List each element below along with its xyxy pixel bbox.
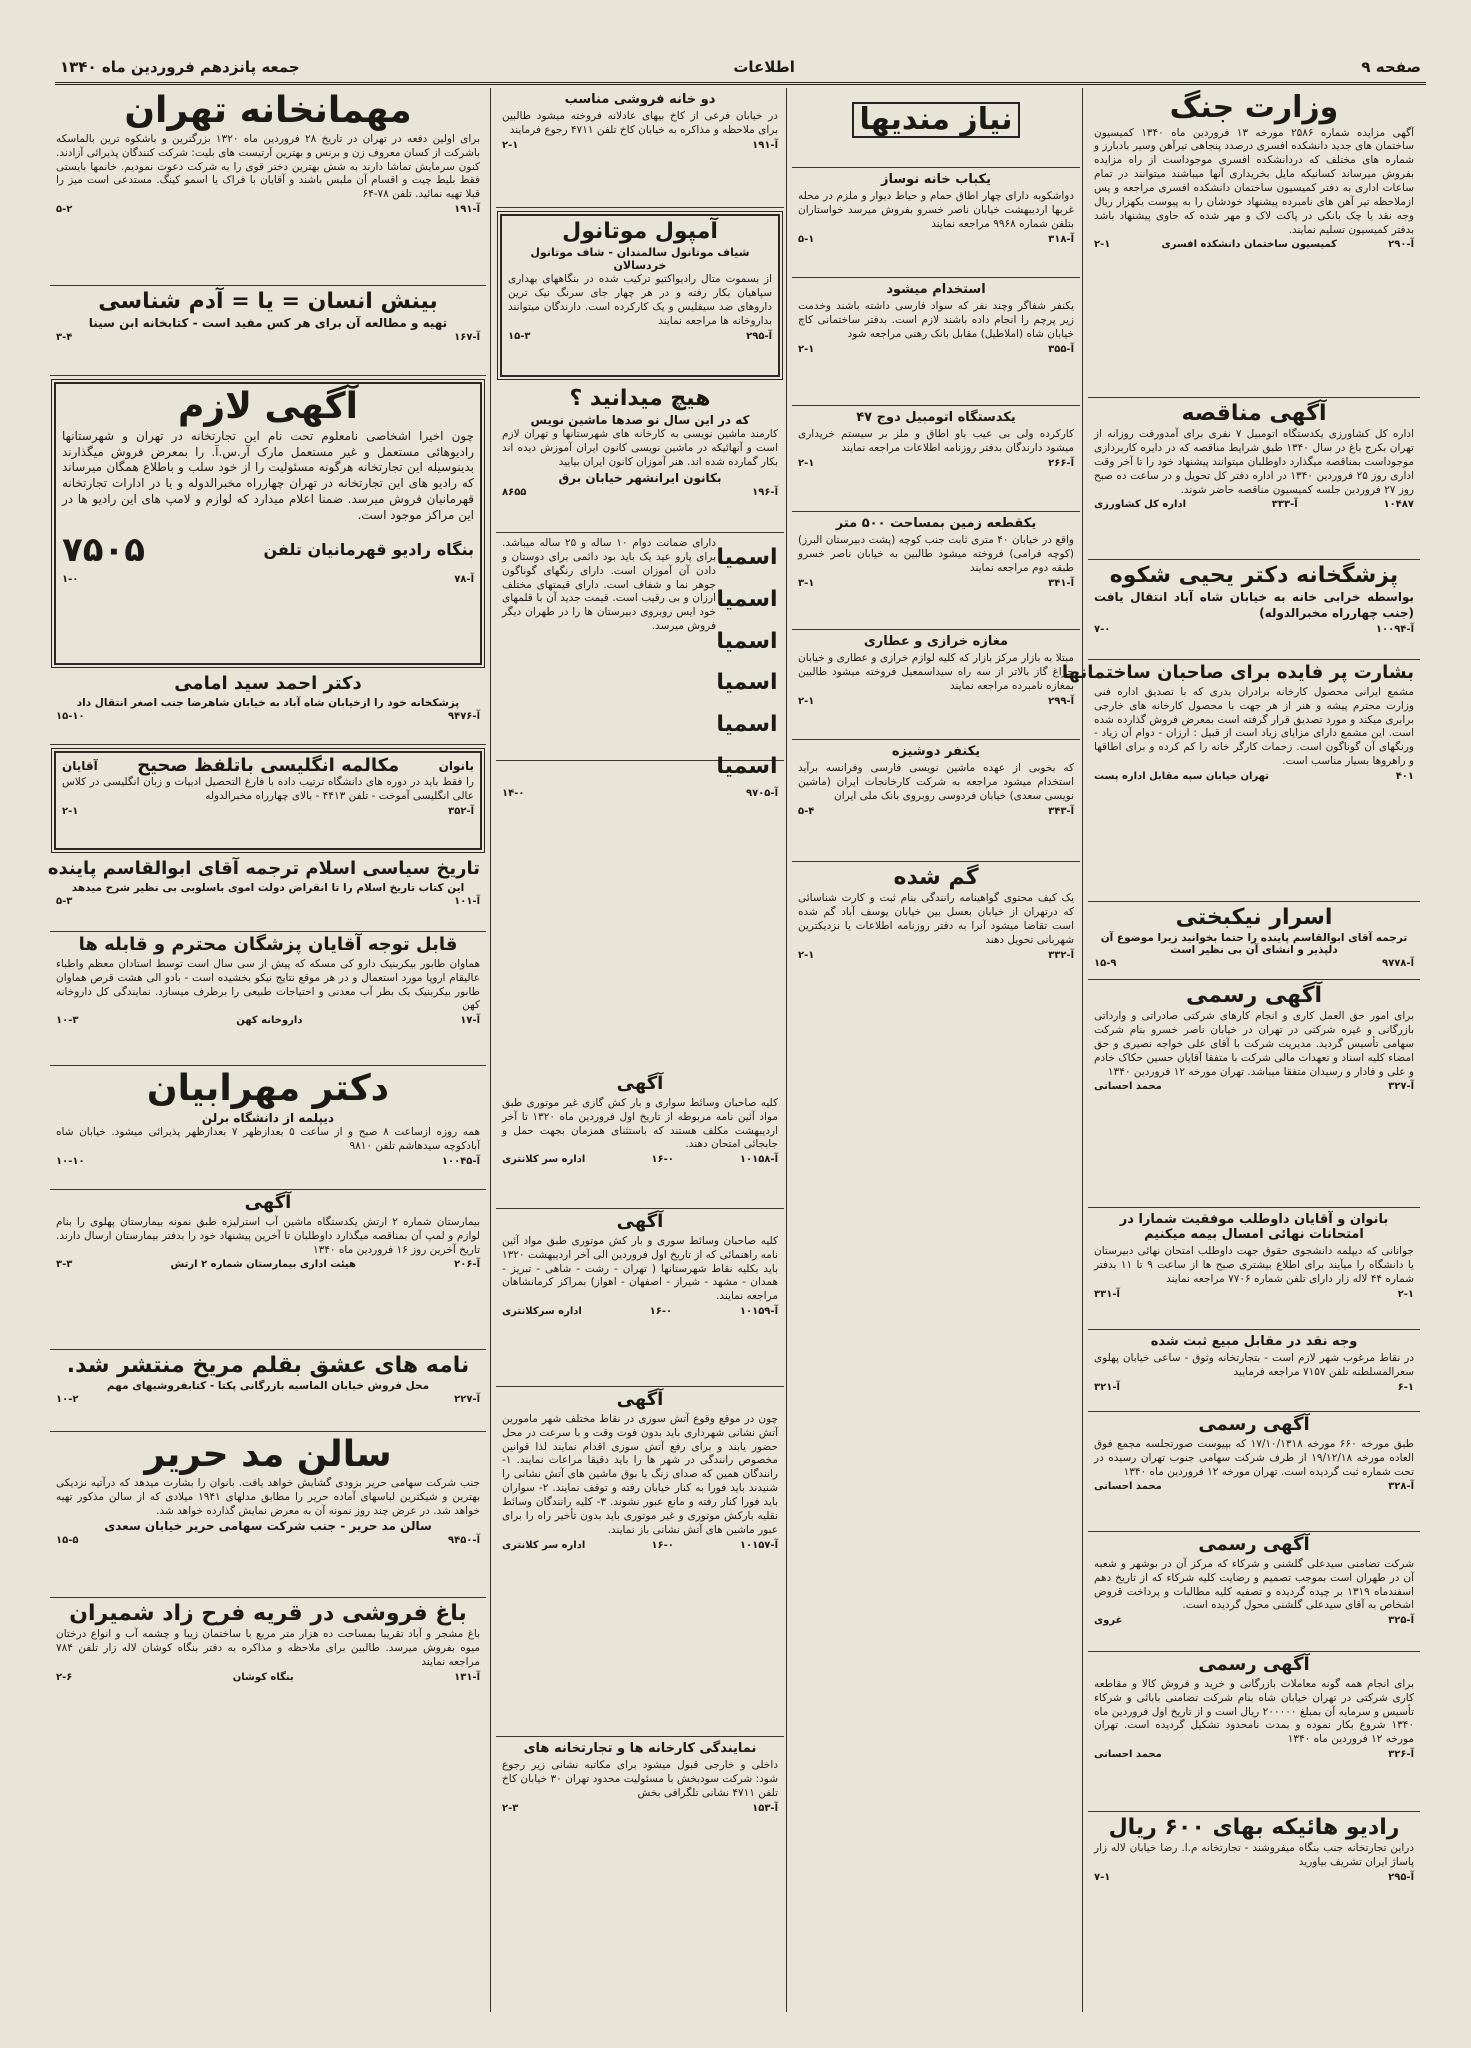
ad-label-right: بانوان bbox=[438, 759, 474, 774]
ad-text: واقع در خیابان ۴۰ متری ثابت جنب کوچه (پشت دبیرستان البرز) (کوچه فرامی) فروخته میشود طالبین به خیابان ناصر خسرو طبقه دوم مراجعه نمایند bbox=[798, 534, 1074, 574]
ad-title: نامه های عشق بقلم مریخ منتشر شد. bbox=[66, 1353, 470, 1378]
ad-code: آ-۱۹۶ ۸۶۵۵ bbox=[502, 486, 778, 498]
ad-code: آ-۳۵۵ ۲-۱ bbox=[798, 343, 1074, 355]
ad-code: آ-۱۰۱۵۷ ۱۶-۰ اداره سر کلانتری bbox=[502, 1539, 778, 1551]
ad-radio-notice bbox=[54, 382, 482, 665]
ad-new-house bbox=[792, 168, 1080, 278]
ad-title: هیچ میدانید ؟ bbox=[569, 386, 711, 411]
ad-exam-insurance bbox=[1088, 1208, 1420, 1330]
ad-code: آ-۱۰۰۹۴ ۷-۰ bbox=[1094, 623, 1414, 635]
ad-love-letters bbox=[50, 1350, 486, 1432]
column-4 bbox=[47, 88, 486, 2012]
ad-text: برای اولین دفعه در تهران در تاریخ ۲۸ فروردین ماه ۱۳۲۰ بزرگترین و باشکوه ترین بالماسکه باشرکت از کسان معروف زن و برنس و بهترین آرتیست های بلیت: شرکت کنندگان پذیرائی آزادند. کنون سرمایش تماشا دارند به شش بهترین دختر قوی را به شرکت دعوت نمودیم. خانمها بایستی فقط بلیط چیت و اقسام آن ملبس باشند و آقایان با فراک یا اسمو کینگ. مستدعی است میز را قبلا تهیه نمائید. تلفن ۷۸-۶۴ bbox=[56, 132, 480, 201]
ad-title: مغازه خرازی و عطاری bbox=[863, 634, 1009, 649]
ad-official-4 bbox=[1088, 1652, 1420, 1812]
column-rule bbox=[490, 88, 491, 2012]
ad-title: آگهی رسمی bbox=[1198, 1414, 1310, 1435]
ad-title: مهمانخانه تهران bbox=[124, 90, 412, 131]
ad-code: ۴۰۱ تهران خیابان سپه مقابل اداره پست bbox=[1094, 771, 1414, 783]
ad-title: گم شده bbox=[893, 865, 979, 890]
ad-text: دارای ضمانت دوام ۱۰ ساله و ۲۵ ساله میباشد. برای پارو عید یک باید بود دائمی برای دوستان و دادن آن آموزان است. دارای رنگهای گوناگون جوهر نما و شفاف است. دارای قیمتهای مختلف ارزان و بی رقیب است. قیمت جدید آن با قلمهای خود ایس روبروی دبیرستان ها را در طهران دیگر فروش میرسد. bbox=[502, 537, 716, 633]
ad-title: دکتر مهرابیان bbox=[146, 1068, 390, 1109]
ad-title: بانوان و آقایان داوطلب موفقیت شمارا در امتحانات نهائی امسال بیمه میکنیم bbox=[1119, 1212, 1389, 1242]
ad-title: رادیو هائیکه بهای ۶۰۰ ریال bbox=[1108, 1815, 1400, 1840]
ad-title: آگهی bbox=[244, 1192, 292, 1213]
ad-text: در نقاط مرغوب شهر لازم است - بتجارتخانه وثوق - ساعی خیابان پهلوی سعرالمسلطنه تلفن ۷۱۵۷ مراجعه فرمایید bbox=[1094, 1352, 1414, 1378]
ad-text: باغ مشجر و آباد تقریبا بمساحت ده هزار متر مربع با ساختمان زیبا و چشمه آب و انواع درختان میوه بفروش میرسد. طالبین برای ملاحظه و مذاکره به دفتر بنگاه کوشان لاله زار تلفن ۷۸۴ مراجعه نمایند bbox=[56, 1628, 480, 1668]
ad-title: استخدام میشود bbox=[886, 282, 986, 297]
ad-code: آ-۳۴۱ ۳-۱ bbox=[798, 577, 1074, 589]
column-rule bbox=[786, 88, 787, 2012]
ad-subtitle: شیاف موتانول سالمندان - شاف موتانول خردسالان bbox=[530, 246, 750, 273]
ad-code: آ-۳۳۲ ۲-۱ bbox=[798, 949, 1074, 961]
ad-header-row bbox=[62, 757, 474, 776]
ad-text: جنب شرکت سهامی حریر بزودی گشایش خواهد یافت. بانوان را بشارت میدهد که درآتیه نزدیکی بهترین و شیکترین لباسهای آماده حریر را مطابق مدلهای ۱۹۴۱ میلادی که از سالن مذکور تهیه خواهد شد. در عرض چند روز نمونه آن به معرض نمایش گذارده خواهد شد. bbox=[56, 1476, 480, 1517]
ad-label-left: آقایان bbox=[62, 759, 98, 774]
ad-title: باغ فروشی در قریه فرح زاد شمیران bbox=[69, 1601, 467, 1626]
ad-text: چون اخیرا اشخاصی نامعلوم تحت نام این تجارتخانه در تهران و شهرستانها رادیوهائی مستعمل و غیر مستعمل مارک آر.س.آ. را بمعرض فروش میگذارند بدینوسیله این تجارتخانه هرگونه مسئولیت را از خود سلب و باطلاع همگان میرساند که رادیو های این تجارتخانه در تهران چهارراه مخبرالدوله و یا در ادارات تجارتخانه قهرمانیان فروش میرسد. ضمنا اعلام میدارد که لوازم و لامپ های این رادیو ها در این مراکز موجود است. bbox=[62, 428, 474, 522]
ad-vehicles-2 bbox=[496, 1209, 784, 1387]
ad-tender bbox=[1088, 398, 1420, 560]
ad-title: یکدستگاه اتومبیل دوج ۴۷ bbox=[856, 410, 1016, 425]
ad-english bbox=[54, 751, 482, 850]
ad-official-2 bbox=[1088, 1412, 1420, 1532]
ad-title: آگهی bbox=[616, 1073, 664, 1094]
ad-dr-mehrabian bbox=[50, 1066, 486, 1190]
ad-code: آ-۲۹۹ ۲-۱ bbox=[798, 695, 1074, 707]
ad-title: یکنفر دوشیزه bbox=[891, 744, 981, 759]
ad-code: آ-۳۲۶ محمد احسانی bbox=[1094, 1749, 1414, 1761]
ad-title: مکالمه انگلیسی باتلفظ صحیح bbox=[137, 755, 400, 776]
ad-code: آ-۳۲۸ محمد احسانی bbox=[1094, 1481, 1414, 1493]
ad-title: قابل توجه آقایان پزشگان محترم و قابله ها bbox=[78, 934, 458, 955]
ad-title: یکباب خانه نوساز bbox=[881, 172, 991, 187]
ad-hotel-tehran bbox=[50, 88, 486, 286]
ad-text: مبتلا به بازار مرکز بازار که کلیه لوازم خرازی و عطاری و خیابان چراغ گاز بالاتر از سه راه سیداسمعیل فروخته میشود طالبین بمغازه نامبرده مراجعه نمایند bbox=[798, 652, 1074, 692]
ad-code: آ-۱۶۷ ۳-۴ bbox=[56, 332, 480, 344]
ad-text: کلیه صاحبان وسائط سواری و بار کش گازی غیر موتوری طبق مواد آئین نامه مربوطه از تاریخ اول فروردین ماه ۱۳۲۰ تا آخر اردیبهشت مکلف هستند که باستثنای همزمان بجهت حمل و جابجائی امتحان دهند. bbox=[502, 1096, 778, 1151]
ad-footer bbox=[62, 528, 474, 572]
ad-vehicles-1 bbox=[496, 1071, 784, 1209]
ad-car-dodge bbox=[792, 406, 1080, 512]
ad-text: بواسطه خرابی خانه به خیابان شاه آباد انتقال یافت (جنب چهارراه مخبرالدوله) bbox=[1094, 590, 1414, 620]
ad-subtitle: تهیه و مطالعه آن برای هر کس مفید است - کتابخانه ابن سینا bbox=[88, 316, 448, 331]
ad-subtitle: پزشکخانه خود را ازخیابان شاه آباد به خیابان شاهرضا جنب اصغر انتقال داد bbox=[76, 696, 460, 709]
ad-subtitle: دیپلمه از دانشگاه برلن bbox=[201, 1110, 335, 1125]
ad-phone: ۷۵۰۵ bbox=[62, 529, 146, 570]
ad-hiring bbox=[792, 278, 1080, 406]
ad-title: یکقطعه زمین بمساحت ۵۰۰ متر bbox=[835, 516, 1037, 531]
ad-title: آگهی رسمی bbox=[1198, 1534, 1310, 1555]
ad-text: بیمارستان شماره ۲ ارتش یکدستگاه ماشین آب استرلیزه طبق نمونه بیمارستان پهلوی را بنام لوازم و لمپ آن بمناقصه میگذارد داوطلبان تا آخرین پیشنهاد خود را بدفتر بیمارستان ارسال دارند. تاریخ آخرین روز ۱۶ فروردین ماه ۱۳۴۰ bbox=[56, 1215, 481, 1256]
ad-text: در خیابان فرعی از کاخ بیهای عادلانه فروخته میشود طالبین برای ملاحظه و مذاکره به خیابان کاخ تلفن ۴۷۱۱ رجوع فرمایند bbox=[502, 110, 778, 136]
ad-text: اداره کل کشاورزی یکدستگاه اتومبیل ۷ نفری برای آمدورفت روزانه از تهران بکرج باغ در سال ۱۳۴۰ طبق شرایط مناقصه که در دایره کاربردازی موجوداست بمناقصه میگذارد داوطلبان میتوانند پیشنهاد خود را تا آخر وقت اداری روز ۲۵ فروردین ۱۳۴۰ در اداره دفتر کل تحویل و در ساعت ده صبح روز ۲۷ فروردین جلسه کمیسیون مناقصه حاضر شوند. bbox=[1094, 428, 1414, 496]
ad-text: شرکت تضامنی سیدعلی گلشنی و شرکاء که مرکز آن در بوشهر و شعبه آن در طهران است بموجب تصمیم و رضایت کلیه شرکاء که از تاریخ دهم اسفندماه ۱۳۱۹ بر چیده گردیده و تصفیه کلیه مطالبات و پرداخت قروض اشخاص به آقای سیدعلی گلشنی محول گردیده است. bbox=[1094, 1557, 1415, 1612]
ad-code: آ-۲۰۶ هیئت اداری بیمارستان شماره ۲ ارتش ۳-۳ bbox=[56, 1259, 480, 1271]
ad-text: چون در موقع وقوع آتش سوزی در نقاط مختلف شهر مامورین آتش نشانی شهرداری باید بدون فوت وقت و با سرعت در محل حضور یابند و برای رفع آتش سوزی اقدام نمایند لذا قوانین مخصوص رانندگی در شهر ها را باید دقیقا مراعات نمایند. ۱- رانندگان همین که صدای زنگ یا بوق ماشین های آتش نشانی را شنیدند باید فورا به کنار خیابان رفته و توقف نمایند. ۲- سواران باید فورا کنار رفته و مانع عبور نشوند. ۳- کلیه رانندگان وسائط نقلیه بارکش موتوری و غیر موتوری باید بدون تأخیر راه را برای عبور ماشین های آتش نشانی باز نمایند. bbox=[502, 1412, 778, 1536]
ad-code: آ-۲۹۵ ۱۵-۳ bbox=[508, 330, 772, 342]
ad-text: کلیه صاحبان وسائط سوری و بار کش موتوری طبق مواد آئین نامه راهنمائی که از تاریخ اول فروردین الی آخر اردیبهشت ۱۳۲۰ باید بکلیه نقاط شهرستانها ( تهران - رشت - شاهی - تبریز - همدان - مشهد - شیراز - اصفهان - اهواز) بمراکز کرمانشاهان مراجعه نمایند. bbox=[502, 1234, 778, 1303]
ad-salon-harir bbox=[50, 1432, 486, 1598]
ad-title: وزارت جنگ bbox=[1169, 90, 1339, 125]
ad-code: آ-۱۹۱ ۵-۲ bbox=[56, 204, 480, 216]
ad-sign: بنگاه رادیو قهرمانیان تلفن bbox=[263, 540, 474, 560]
ad-human-insight bbox=[50, 286, 486, 376]
ad-text: جوانانی که دیپلمه دانشجوی حقوق جهت داوطلب امتحان نهائی دبیرستان یا دانشگاه را میآیند برای اطلاع بیشتری صبح ها از ساعت ۹ تا ۱۱ بدفتر شماره ۴۴ لاله زار دارای تلفن شماره ۷۷۰۶ مراجعه نمایند bbox=[1094, 1245, 1414, 1285]
ad-text: آگهی مزایده شماره ۲۵۸۶ مورخه ۱۳ فروردین ماه ۱۳۴۰ کمیسیون ساختمان های جدید دانشکده افسری درصدد پنجاهی تیرآهن وسیر بادبارز و شماره های مختلف که دردانشکده افسری موجوداست از راه مزایده بفروش میرساند کسانیکه مایل بخریداری آنها میباشند میتوانند در تمام ساعات اداری به دفتر کمیسیون ساختمان دانشکده افسری مراجعه و پس ازملاحظه تیر آهن های نامبرده پیشنهاد خودشان را به پیوست یکهزار ریال وجه نقد یا چک بانکی در پاکت لاک و مهر شده که حاوی پیشنهاد باشد بدفتر کمیسیون تسلیم نمایند. bbox=[1094, 126, 1414, 236]
ad-brand-stack: اسمیا اسمیا اسمیا اسمیا اسمیا اسمیا bbox=[716, 545, 778, 779]
ad-code: ۲-۱ آ-۳۳۱ bbox=[1094, 1288, 1414, 1300]
ad-text: یکنفر شفاگر وچند نفر که سواد فارسی داشته باشند وخدمت زیر پرچم را انجام داده باشند لازم است. بدفتر ساختمانی کاچ خیابان شاه (املاطیل) مقابل بانک رهنی مراجعه شود bbox=[798, 300, 1074, 340]
page-header bbox=[60, 58, 1421, 80]
ad-code: آ-۳۵۲ ۲-۱ bbox=[62, 805, 474, 817]
ad-title: دکتر احمد سید امامی bbox=[174, 673, 362, 694]
ad-code: آ-۳۲۷ محمد احسانی bbox=[1094, 1081, 1414, 1093]
ad-asmia bbox=[496, 533, 784, 799]
ad-text: مشمع ایرانی محصول کارخانه برادران بدری که با تصدیق اداره فنی وزارت محترم پیشه و هنر از هر جهت با محصول کارخانه های خارجی برابری میکند و مورد تصدیق قرار گرفته است بمعرض فروش گذارده شده است. این مشمع دارای مزایای زیاد است از قبیل : ارزان - دوام آن زیاد - ورنگهای آن گوناگون است. زحمات کارگر خانه را کم کرده و برای اطاقها و راهروها بسیار مناسب است. bbox=[1094, 685, 1414, 768]
ad-code: آ-۱۰۱۵۸ ۱۶-۰ اداره سر کلانتری bbox=[502, 1154, 778, 1166]
ad-title: آگهی bbox=[616, 1211, 664, 1232]
ad-fire bbox=[496, 1387, 784, 1737]
page-number: صفحه ۹ bbox=[1361, 58, 1421, 76]
ad-title: بشارت پر فایده برای صاحبان ساختمانها bbox=[1061, 662, 1414, 683]
ad-book-happiness bbox=[1088, 902, 1420, 980]
ad-two-houses bbox=[496, 88, 784, 208]
ad-code: آ-۹۴۵۰ ۱۵-۵ bbox=[56, 1535, 480, 1547]
ad-text: که بخوبی از عهده ماشین نویسی فارسی وفرانسه برآید استخدام میشود مراجعه به شرکت کارخانجات ایران (ماشین نویسی سعدی) خیابان فردوسی روبروی بانک ملی ایران bbox=[798, 762, 1074, 802]
ad-title: تاریخ سیاسی اسلام ترجمه آقای ابوالقاسم پاینده bbox=[47, 858, 480, 879]
column-rule bbox=[1082, 88, 1083, 2012]
ad-mutanol bbox=[500, 214, 780, 377]
ad-code: آ-۳۲۵ غروی bbox=[1094, 1615, 1414, 1627]
ad-text: را فقط باید در دوره های دانشگاه ترتیب داده با فارغ التحصیل ادبیات و زبان انگلیسی در کلاس عالی انگلیسی آموخت - تلفن ۴۴۱۳ - بالای چهارراه مخبرالدوله bbox=[62, 775, 474, 802]
classifieds-banner bbox=[792, 88, 1080, 168]
ad-subtitle: این کتاب تاریخ اسلام را تا انقراض دولت اموی باسلوبی بی نظیر شرح میدهد bbox=[71, 881, 465, 894]
ad-title: آگهی لازم bbox=[178, 386, 358, 427]
ad-code: آ-۹۴۷۶ ۱۵-۱۰ bbox=[56, 710, 480, 722]
ad-text: برای امور حق العمل کاری و انجام کارهای شرکتی صادراتی و وارداتی بازرگانی و غیره شرکتی در تهران در خیابان ناصر خسرو بنام شرکت سهامی تأسیس گردید. مدیریت شرکت با آقای علی خواجه نصیری و حق امضاء کلیه اسناد و تعهدات مالی شرکت با متفقا آقایان حسین حکاک خادم و علی و فادار و رسیدان متفقا میباشد. تهران مورخه ۱۲ فروردین ۱۳۴۰ bbox=[1094, 1010, 1414, 1078]
column-1 bbox=[1061, 88, 1420, 2012]
ad-title: وجه نقد در مقابل مبیع ثبت شده bbox=[1150, 1334, 1358, 1349]
ad-text: دواشکوبه دارای چهار اطاق حمام و حیاط دیوار و ملزم در محله غربها اردیبهشت خیابان ناصر خسرو بفروش میرسد خواستاران بتلفن شماره ۹۹۶۸ مراجعه نمایند bbox=[798, 190, 1074, 230]
ad-code: آ-۲۹۵ ۷-۱ bbox=[1094, 1871, 1414, 1883]
ad-clinic bbox=[1088, 560, 1420, 660]
ad-code: آ-۳۴۳ ۵-۴ bbox=[798, 805, 1074, 817]
ad-subtitle: که در این سال نو صدها ماشین نویس bbox=[530, 413, 750, 428]
ad-title: آگهی رسمی bbox=[1185, 983, 1323, 1008]
ad-text: از بسموت متال رادیواکتیو ترکیب شده در بنگاههای بهداری سپاهیان بکار رفته و در هر چهار جای سرنگ نیک ترین داروهای ضد سیفلیس و یک کارکرده است. دارندگان میتوانند بداروخانه ها مراجعه نمایند bbox=[508, 273, 772, 327]
ad-title: پزشگخانه دکتر یحیی شکوه bbox=[1109, 563, 1399, 588]
ad-code: آ-۲۶۶ ۲-۱ bbox=[798, 457, 1074, 469]
page-date: جمعه پانزدهم فروردین ماه ۱۳۴۰ bbox=[60, 58, 300, 76]
ad-building-owners bbox=[1061, 660, 1420, 902]
ad-code: آ-۹۷۰۵ ۱۴-۰ bbox=[502, 787, 778, 799]
ad-subtitle: محل فروش خیابان الماسیه بازرگانی پکتا - کتابفروشیهای مهم bbox=[106, 1380, 430, 1393]
ad-code: آ-۱۰۱ ۵-۳ bbox=[56, 895, 480, 907]
ad-code: آ-۱۳۱ بنگاه کوشان ۲-۶ bbox=[56, 1671, 480, 1683]
ad-code: آ-۲۲۷ ۱۰-۲ bbox=[56, 1394, 480, 1406]
ad-text: هماوان طابور بیکربنیک دارو کی مسکه که پیش از سی سال است توسط استادان معظم واطباء عالیقام اروپا مورد استعمال و در هر موقع نتایج نیکو بخشیده است - بادو الی هشت قرص هماوان طابور بیکربنیک یک بطر آب معدنی و احتیاجات طبیعی را برطرف میسازد. نمایندگی کل داروخانه کهن bbox=[56, 957, 480, 1012]
ad-dr-emami bbox=[50, 671, 486, 745]
ad-code: آ-۱۰۰۴۵ ۱۰-۱۰ bbox=[56, 1155, 480, 1167]
ad-islam-history bbox=[47, 856, 486, 932]
ad-cash-for-property bbox=[1088, 1330, 1420, 1412]
ad-title: نیاز مندیها bbox=[798, 102, 1074, 138]
ad-code: آ-۹۷۷۸ ۱۵-۹ bbox=[1094, 958, 1414, 970]
ad-garden-sale bbox=[50, 1598, 486, 1717]
ad-title: اسرار نیکبختی bbox=[1175, 905, 1333, 930]
ad-land bbox=[792, 512, 1080, 630]
ad-lost bbox=[792, 862, 1080, 987]
column-2 bbox=[792, 88, 1080, 2012]
ad-text: دراین تجارتخانه جنب بنگاه میفروشند - تجارتخانه م.ا. رضا خیابان لاله زار پاساژ ایران تشریف بیاورید bbox=[1094, 1842, 1414, 1868]
ad-title: نمایندگی کارخانه ها و تجارتخانه های bbox=[523, 1741, 757, 1756]
ad-agencies bbox=[496, 1737, 784, 1842]
column-3 bbox=[496, 88, 784, 2012]
spillover-from-col2 bbox=[496, 761, 784, 1071]
ad-text: کارکرده ولی بی عیب باو اطاق و ملز بر سیستم خریداری میشود دارندگان بدفتر روزنامه اطلاعات مراجعه نمایند bbox=[798, 428, 1074, 454]
ad-code: ۶-۱ آ-۳۲۱ bbox=[1094, 1381, 1414, 1393]
ad-do-you-know bbox=[496, 383, 784, 533]
ad-doctors-midwives bbox=[50, 932, 486, 1066]
ad-text: همه روزه ازساعت ۸ صبح و از ساعت ۵ بعدازظهر ۷ بعدازظهر پذیرائی میشود. خیابان شاه آبادکوچه سیدهاشم تلفن ۹۸۱۰ bbox=[56, 1125, 481, 1152]
ad-title: سالن مد حریر bbox=[144, 1434, 392, 1475]
ad-army-hospital bbox=[50, 1190, 486, 1350]
ad-code: آ-۲۹۰ کمیسیون ساختمان دانشکده افسری ۲-۱ bbox=[1094, 239, 1414, 251]
ad-text: یک کیف محتوی گواهینامه رانندگی بنام ثبت و کارت شناسائی که درتهران از خیابان بعسل بین خیابان یوسف آباد گم شده است تقاضا میشود آنرا به دفتر روزنامه اطلاعات یا نزدیکترین شهربانی تحویل دهند bbox=[798, 892, 1074, 946]
ad-code: آ-۱۷ داروخانه کهن ۱۰-۳ bbox=[56, 1015, 480, 1027]
ad-code: ۱۰۴۸۷ آ-۳۳۳ اداره کل کشاورزی bbox=[1094, 499, 1414, 511]
ad-sign: سالن مد حریر - جنب شرکت سهامی حریر خیابان سعدی bbox=[104, 1519, 432, 1534]
ad-text: طبق مورخه ۶۶۰ مورخه ۱۷/۱۰/۱۳۱۸ که بپیوست صورتجلسه مجمع فوق العاده مورخه ۱۹/۱۲/۱۸ از طرف شرکت سهامی جنوب تهران رسیده در تحت شماره ثبت گردیده است. تهران مورخه ۱۲ فروردین ماه ۱۳۴۰ bbox=[1094, 1437, 1415, 1478]
ad-code: آ-۷۸ ۱-۰ bbox=[62, 573, 474, 585]
ad-title: بینش انسان = یا = آدم شناسی bbox=[98, 289, 438, 314]
ad-code: آ-۳۱۸ ۵-۱ bbox=[798, 233, 1074, 245]
ad-official-1 bbox=[1088, 980, 1420, 1208]
ad-shop bbox=[792, 630, 1080, 740]
ad-sign: بکانون ایرانشهر خیابان برق bbox=[558, 470, 722, 485]
ad-title: آگهی bbox=[616, 1389, 664, 1410]
ad-text: داخلی و خارجی قبول میشود برای مکاتبه نشانی زیر رجوع شود: شرکت سودبخش با مسئولیت محدود تهران ۳۰ خیابان کاخ تلفن ۴۷۱۱ نشانی تلگرافی بخش bbox=[502, 1759, 778, 1799]
ad-code: آ-۱۰۱۵۹ ۱۶-۰ اداره سرکلانتری bbox=[502, 1306, 778, 1318]
ad-text: کارمند ماشین نویسی به کارخانه های شهرستانها و تهران لازم است و آنهائیکه در ماشین نویسی کانون ایران آموزش دیده اند بکار گمارده شده اند. هنر آموزان کانون ایران بیایید bbox=[502, 428, 778, 468]
ad-code: آ-۱۵۳ ۲-۳ bbox=[502, 1802, 778, 1814]
ad-title: دو خانه فروشی مناسب bbox=[564, 92, 716, 107]
ad-radio-600 bbox=[1088, 1812, 1420, 1901]
ad-subtitle: ترجمه آقای ابوالقاسم پاینده را حتما بخوانید زیرا موضوع آن دلپذیر و انشای آن بی نظیر است bbox=[1100, 932, 1408, 957]
header-rule bbox=[55, 82, 1426, 85]
ad-official-3 bbox=[1088, 1532, 1420, 1652]
ad-text: برای انجام همه گونه معاملات بازرگانی و خرید و فروش کالا و مقاطعه کاری شرکتی در تهران خیابان شاه بنام شرکت تضامنی بابائی و شرکاء تأسیس و سرمایه آن بمبلغ ۲۰۰۰۰۰ ریال است و از تاریخ اول فروردین ماه ۱۳۴۰ شروع بکار نموده و بمدت نامحدود تشکیل گردیده است. تهران مورخه ۱۲ فروردین ماه ۱۳۴۰ bbox=[1094, 1677, 1414, 1746]
ad-title: آمپول موتانول bbox=[562, 219, 718, 244]
ad-code: آ-۱۹۱ ۲-۱ bbox=[502, 139, 778, 151]
ad-war-ministry bbox=[1088, 88, 1420, 398]
ad-title: آگهی مناقصه bbox=[1181, 401, 1327, 426]
ad-title: آگهی رسمی bbox=[1198, 1654, 1310, 1675]
ad-typist bbox=[792, 740, 1080, 862]
paper-name: اطلاعات bbox=[733, 58, 795, 76]
